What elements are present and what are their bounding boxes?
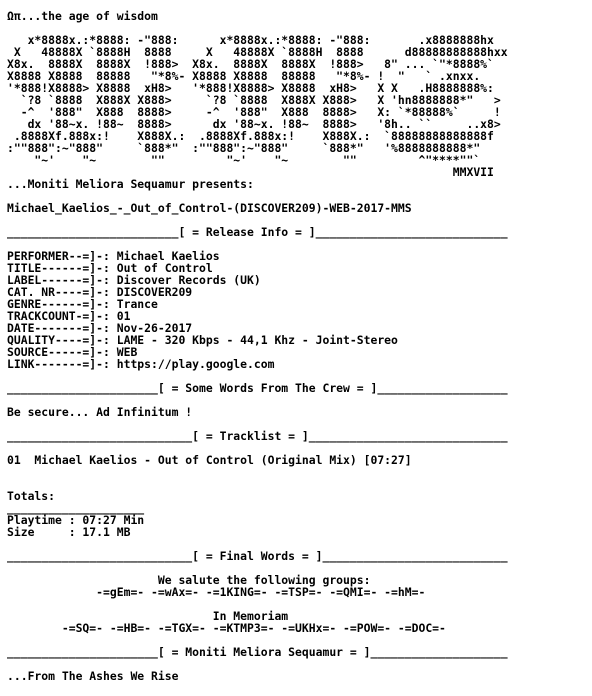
nfo-document (7, 10, 521, 682)
nfo-line: We salute the following groups: (7, 573, 371, 587)
nfo-line (7, 478, 521, 490)
nfo-line: TITLE------=]-: Out of Control (7, 261, 213, 275)
nfo-line: LABEL------=]-: Discover Records (UK) (7, 273, 261, 287)
nfo-line: -^ '888" X888 8888> -^ '888" X888 8888> X: `*88888%` ! (7, 105, 501, 119)
nfo-line: ______________________[ = Moniti Meliora Sequamur = ]____________________ (7, 645, 508, 659)
nfo-line: LINK-------=]-: https://play.google.com (7, 357, 275, 371)
nfo-line: `?8 `8888 X888X X888> `?8 `8888 X888X X888> X 'hn8888888*" > (7, 93, 501, 107)
nfo-line: Size : 17.1 MB (7, 525, 131, 539)
nfo-line: ____________________ (7, 501, 145, 515)
nfo-line: ...From The Ashes We Rise (7, 669, 179, 683)
nfo-line: SOURCE-----=]-: WEB (7, 345, 138, 359)
nfo-line: _________________________[ = Release Info = ]____________________________ (7, 225, 508, 239)
nfo-line: MMXVII (7, 165, 494, 179)
nfo-line: QUALITY----=]-: LAME - 320 Kbps - 44,1 Khz - Joint-Stereo (7, 333, 398, 347)
nfo-line: X8888 X8888 88888 "*8%- X8888 X8888 88888 "*8%- ! " ` .xnxx. (7, 69, 481, 83)
nfo-line: :""888":~"888" `888*" :""888":~"888" `888*" '%8888888888*" (7, 141, 481, 155)
nfo-line: PERFORMER--=]-: Michael Kaelios (7, 249, 220, 263)
nfo-line: Ωπ...the age of wisdom (7, 9, 158, 23)
nfo-line: x*8888x.:*8888: -"888: x*8888x.:*8888: -"888: .x8888888hx (7, 33, 522, 47)
nfo-line: Be secure... Ad Infinitum ! (7, 405, 193, 419)
nfo-line: -=SQ=- -=HB=- -=TGX=- -=KTMP3=- -=UKHx=- -=POW=- -=DOC=- (7, 621, 446, 635)
nfo-line: DATE-------=]-: Nov-26-2017 (7, 321, 193, 335)
nfo-line: In Memoriam (7, 609, 289, 623)
nfo-line: CAT. NR----=]-: DISCOVER209 (7, 285, 193, 299)
nfo-line: "~' "~ "" "~' "~ "" ^"****""` (7, 153, 481, 167)
nfo-line: Playtime : 07:27 Min (7, 513, 145, 527)
nfo-line: ______________________[ = Some Words From The Crew = ]___________________ (7, 381, 508, 395)
nfo-line: dx '88~x. !88~ 8888> dx '88~x. !88~ 8888> '8h.. `` ..x8> (7, 117, 501, 131)
nfo-line: Michael_Kaelios_-_Out_of_Control-(DISCOVER209)-WEB-2017-MMS (7, 201, 412, 215)
nfo-line: TRACKCOUNT-=]-: 01 (7, 309, 131, 323)
nfo-line: -=gEm=- -=wAx=- -=1KING=- -=TSP=- -=QMI=- -=hM=- (7, 585, 426, 599)
nfo-line (7, 466, 521, 478)
nfo-line: 01 Michael Kaelios - Out of Control (Original Mix) [07:27] (7, 453, 412, 467)
nfo-line: .8888Xf.888x:! X888X.: .8888Xf.888x:! X888X.: `88888888888888f (7, 129, 494, 143)
nfo-line: X8x. 8888X 8888X !888> X8x. 8888X 8888X !888> 8" ... `"*8888%` (7, 57, 494, 71)
nfo-line: ___________________________[ = Final Words = ]___________________________ (7, 549, 508, 563)
nfo-line: Totals: (7, 489, 56, 503)
nfo-line: ___________________________[ = Tracklist = ]_____________________________ (7, 429, 508, 443)
nfo-line: GENRE------=]-: Trance (7, 297, 158, 311)
nfo-line: X 48888X `8888H 8888 X 48888X `8888H 8888 d88888888888hxx (7, 45, 508, 59)
nfo-line: ...Moniti Meliora Sequamur presents: (7, 177, 254, 191)
nfo-line: '*888!X8888> X8888 xH8> '*888!X8888> X8888 xH8> X X .H8888888%: (7, 81, 494, 95)
